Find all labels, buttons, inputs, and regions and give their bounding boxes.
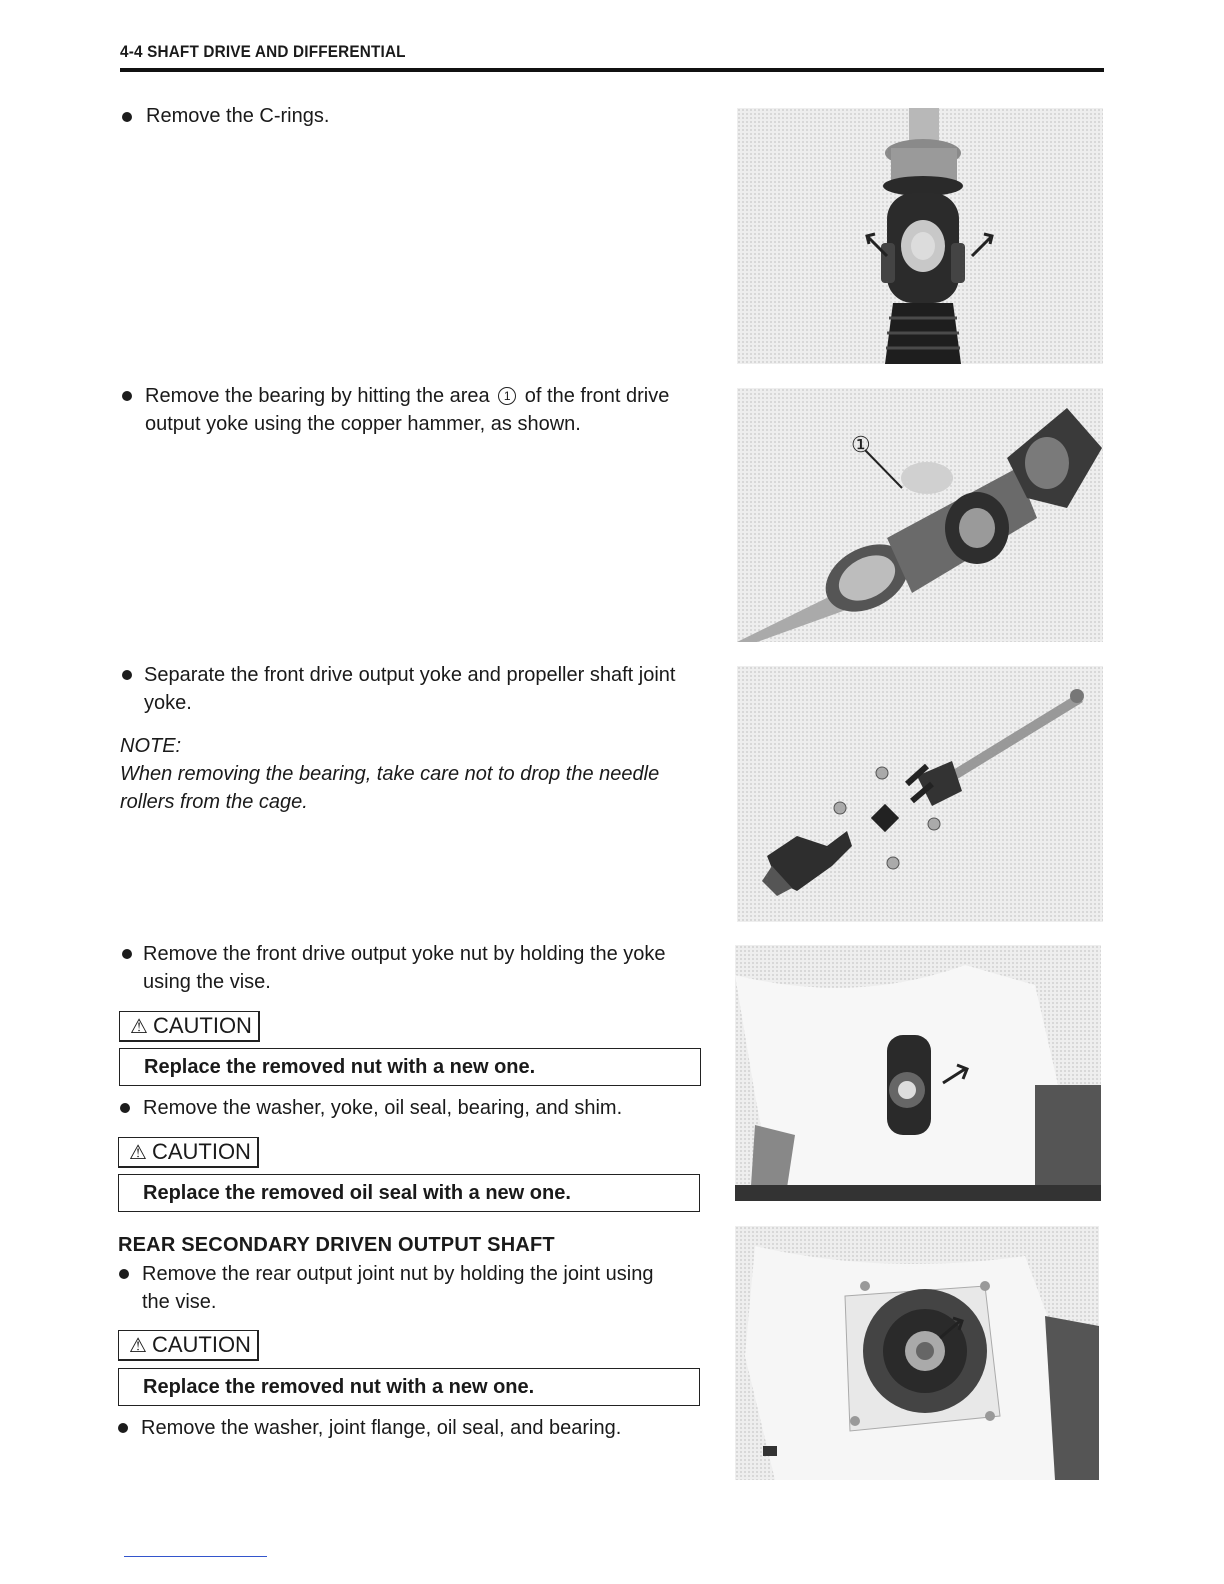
output-yoke-illustration	[737, 388, 1103, 642]
bullet	[122, 670, 132, 680]
step-separate-line1: Separate the front drive output yoke and propeller shaft joint	[144, 664, 676, 686]
bullet	[122, 949, 132, 959]
rear-joint-illustration	[735, 1226, 1099, 1480]
propeller-shaft-illustration	[737, 108, 1103, 364]
section-heading: REAR SECONDARY DRIVEN OUTPUT SHAFT	[118, 1234, 555, 1256]
caution-box: Replace the removed nut with a new one.	[119, 1048, 701, 1086]
bullet	[122, 391, 132, 401]
step-remove-bearing-text-post: of the front drive	[524, 385, 670, 407]
yoke-vise-illustration	[735, 945, 1101, 1201]
photo-separated-parts	[737, 666, 1103, 922]
step-remove-bearing-text-pre: Remove the bearing by hitting the area	[145, 385, 490, 407]
caution-label	[119, 1011, 260, 1042]
step-remove-washer-flange: Remove the washer, joint flange, oil seal, and bearing.	[141, 1417, 622, 1439]
step-remove-yoke-nut-line2: using the vise.	[143, 971, 271, 993]
caution-box: Replace the removed oil seal with a new one.	[118, 1174, 700, 1212]
step-remove-joint-nut-line1: Remove the rear output joint nut by holding the joint using	[142, 1263, 654, 1285]
caution-label-text: CAUTION	[151, 1139, 251, 1164]
step-remove-yoke-nut-line1: Remove the front drive output yoke nut by holding the yoke	[143, 943, 666, 965]
step-remove-washer-yoke: Remove the washer, yoke, oil seal, bearing, and shim.	[143, 1097, 623, 1119]
step-remove-bearing-line2: output yoke using the copper hammer, as shown.	[145, 413, 581, 435]
note-line2: rollers from the cage.	[120, 791, 308, 813]
bullet	[118, 1423, 128, 1433]
caution-label-text: CAUTION	[152, 1013, 252, 1038]
note-line1: When removing the bearing, take care not to drop the needle	[120, 763, 660, 785]
caution-label	[118, 1137, 259, 1168]
caution-label	[118, 1330, 259, 1361]
photo-rear-joint	[735, 1226, 1099, 1480]
photo-yoke-vise	[735, 945, 1101, 1201]
ref-number-1-callout: ①	[851, 433, 871, 458]
bullet	[122, 112, 132, 122]
footer-link-underline	[124, 1556, 267, 1557]
page-header	[120, 40, 1104, 72]
ref-number-1: 1	[498, 387, 516, 405]
photo-bearing-yoke	[737, 388, 1103, 642]
warning-icon: ⚠	[129, 1335, 147, 1357]
caution-label-text: CAUTION	[151, 1332, 251, 1357]
photo-c-rings	[737, 108, 1103, 364]
step-remove-bearing-line1	[145, 382, 669, 410]
page-title: 4-4 SHAFT DRIVE AND DIFFERENTIAL	[120, 42, 406, 61]
warning-icon: ⚠	[130, 1016, 148, 1038]
step-separate-line2: yoke.	[144, 692, 192, 714]
bullet	[119, 1269, 129, 1279]
bullet	[120, 1103, 130, 1113]
warning-icon: ⚠	[129, 1142, 147, 1164]
step-remove-c-rings: Remove the C-rings.	[146, 105, 330, 127]
note-label: NOTE:	[120, 735, 182, 757]
step-remove-joint-nut-line2: the vise.	[142, 1291, 217, 1313]
caution-box: Replace the removed nut with a new one.	[118, 1368, 700, 1406]
separated-parts-illustration	[737, 666, 1103, 922]
